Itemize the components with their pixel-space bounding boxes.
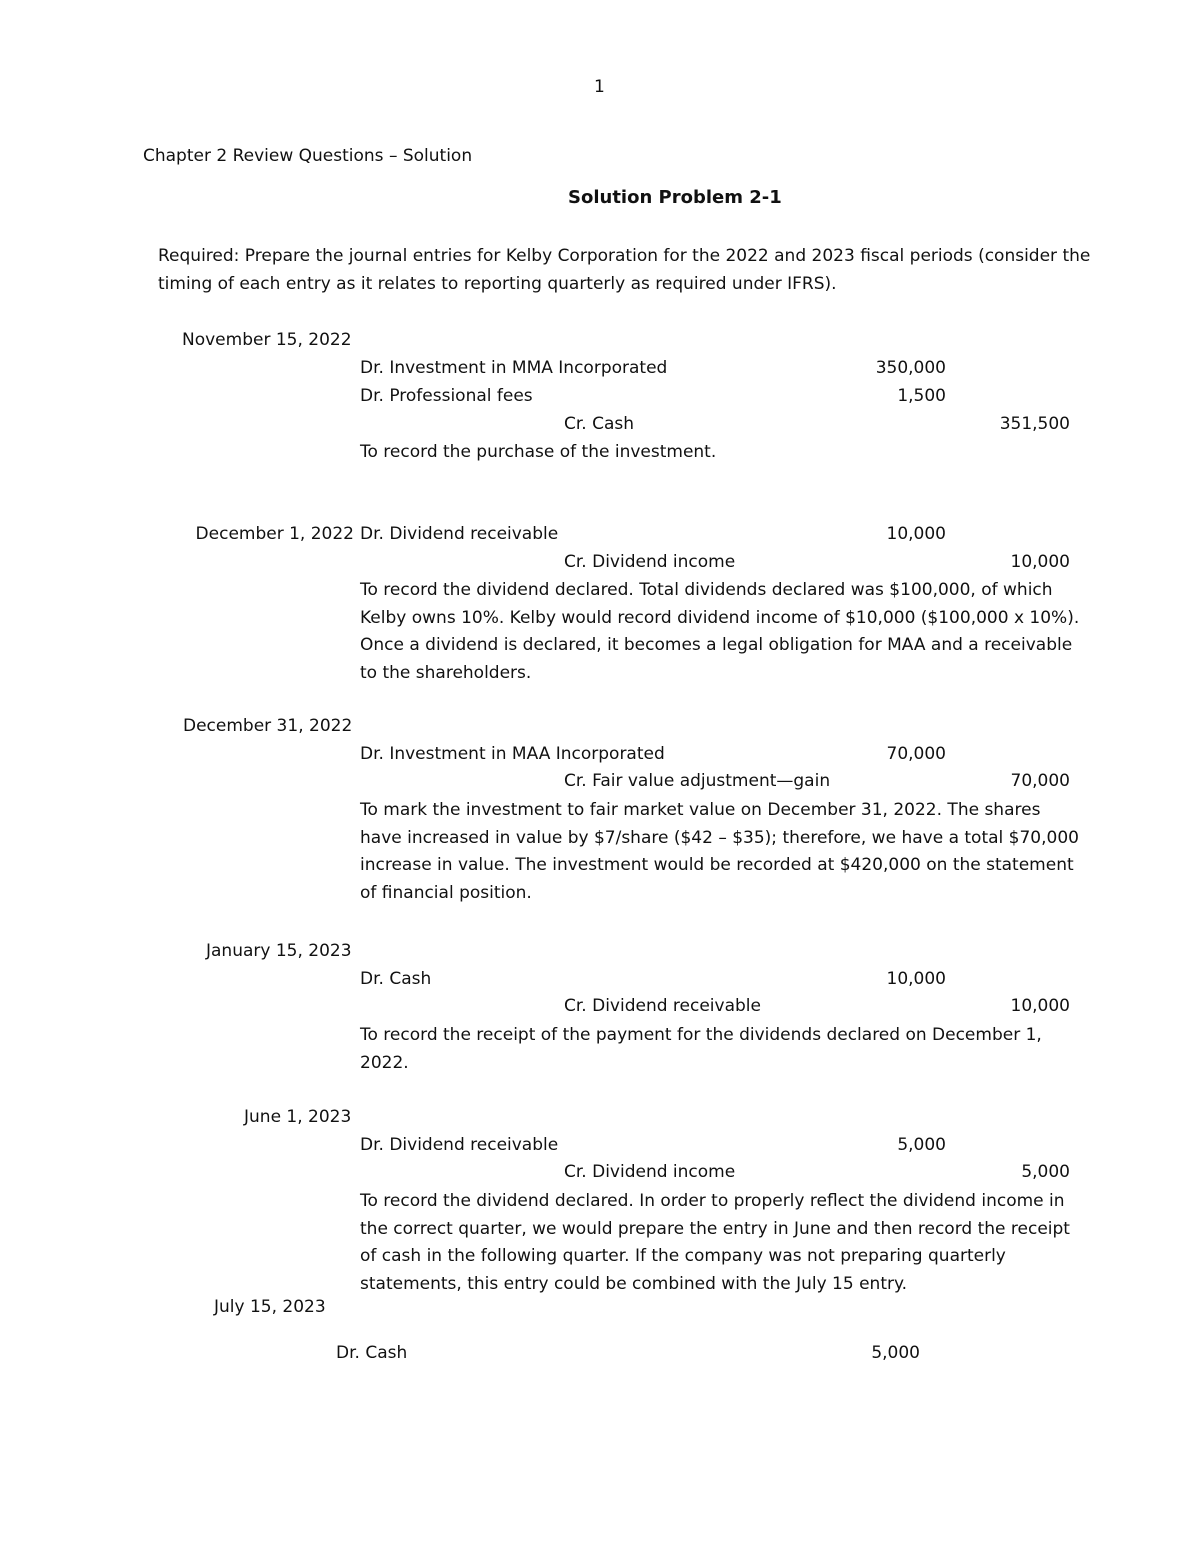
credit-account: Cr. Cash (564, 414, 635, 434)
debit-amount: 5,000 (871, 1343, 920, 1363)
debit-amount: 1,500 (897, 386, 946, 406)
debit-amount: 70,000 (886, 744, 946, 764)
credit-amount: 351,500 (999, 414, 1070, 434)
entry-note: To record the purchase of the investment. (360, 442, 717, 462)
debit-account: Dr. Investment in MAA Incorporated (360, 744, 665, 764)
credit-account: Cr. Dividend income (564, 1162, 736, 1182)
credit-account: Cr. Fair value adjustment—gain (564, 771, 831, 791)
entry-note: To record the receipt of the payment for the dividends declared on December 1, 2022. (360, 1025, 1042, 1073)
credit-amount: 5,000 (1021, 1162, 1070, 1182)
entry-date: January 15, 2023 (206, 941, 352, 961)
required-line-1: Required: Prepare the journal entries for Kelby Corporation for the 2022 and 2023 fiscal periods (consider the (158, 246, 1091, 266)
credit-amount: 70,000 (1010, 771, 1070, 791)
entry-date: June 1, 2023 (244, 1107, 352, 1127)
debit-account: Dr. Investment in MMA Incorporated (360, 358, 668, 378)
debit-amount: 5,000 (897, 1135, 946, 1155)
debit-amount: 10,000 (886, 969, 946, 989)
entry-date: November 15, 2022 (182, 330, 352, 350)
page-number: 1 (594, 77, 605, 97)
debit-account: Dr. Dividend receivable (360, 1135, 559, 1155)
entry-date: December 31, 2022 (183, 716, 353, 736)
credit-amount: 10,000 (1010, 552, 1070, 572)
credit-account: Cr. Dividend income (564, 552, 736, 572)
required-line-2: timing of each entry as it relates to reporting quarterly as required under IFRS). (158, 274, 837, 294)
debit-account: Dr. Cash (336, 1343, 408, 1363)
entry-note: To record the dividend declared. Total dividends declared was $100,000, of which Kelby owns 10%. Kelby would record dividend income of $10,000 ($100,000 x 10%). Once a dividend is declared, it becomes a legal obligation for MAA and a receivable to the shareholders. (360, 580, 1080, 683)
entry-note: To mark the investment to fair market value on December 31, 2022. The shares have increased in value by $7/share ($42 – $35); therefore, we have a total $70,000 increase in value. The investment would be recorded at $420,000 on the statement of financial position. (360, 800, 1079, 903)
chapter-heading: Chapter 2 Review Questions – Solution (143, 146, 473, 166)
entry-date: December 1, 2022 (195, 524, 354, 544)
debit-amount: 350,000 (875, 358, 946, 378)
credit-account: Cr. Dividend receivable (564, 996, 761, 1016)
debit-account: Dr. Professional fees (360, 386, 533, 406)
problem-title: Solution Problem 2-1 (568, 187, 782, 208)
debit-amount: 10,000 (886, 524, 946, 544)
entry-note: To record the dividend declared. In order to properly reflect the dividend income in the correct quarter, we would prepare the entry in June and then record the receipt of cash in the following quarter. If the company was not preparing quarterly statements, this entry could be combined with the July 15 entry. (360, 1191, 1070, 1294)
entry-date: July 15, 2023 (214, 1297, 326, 1317)
debit-account: Dr. Cash (360, 969, 432, 989)
debit-account: Dr. Dividend receivable (360, 524, 559, 544)
credit-amount: 10,000 (1010, 996, 1070, 1016)
